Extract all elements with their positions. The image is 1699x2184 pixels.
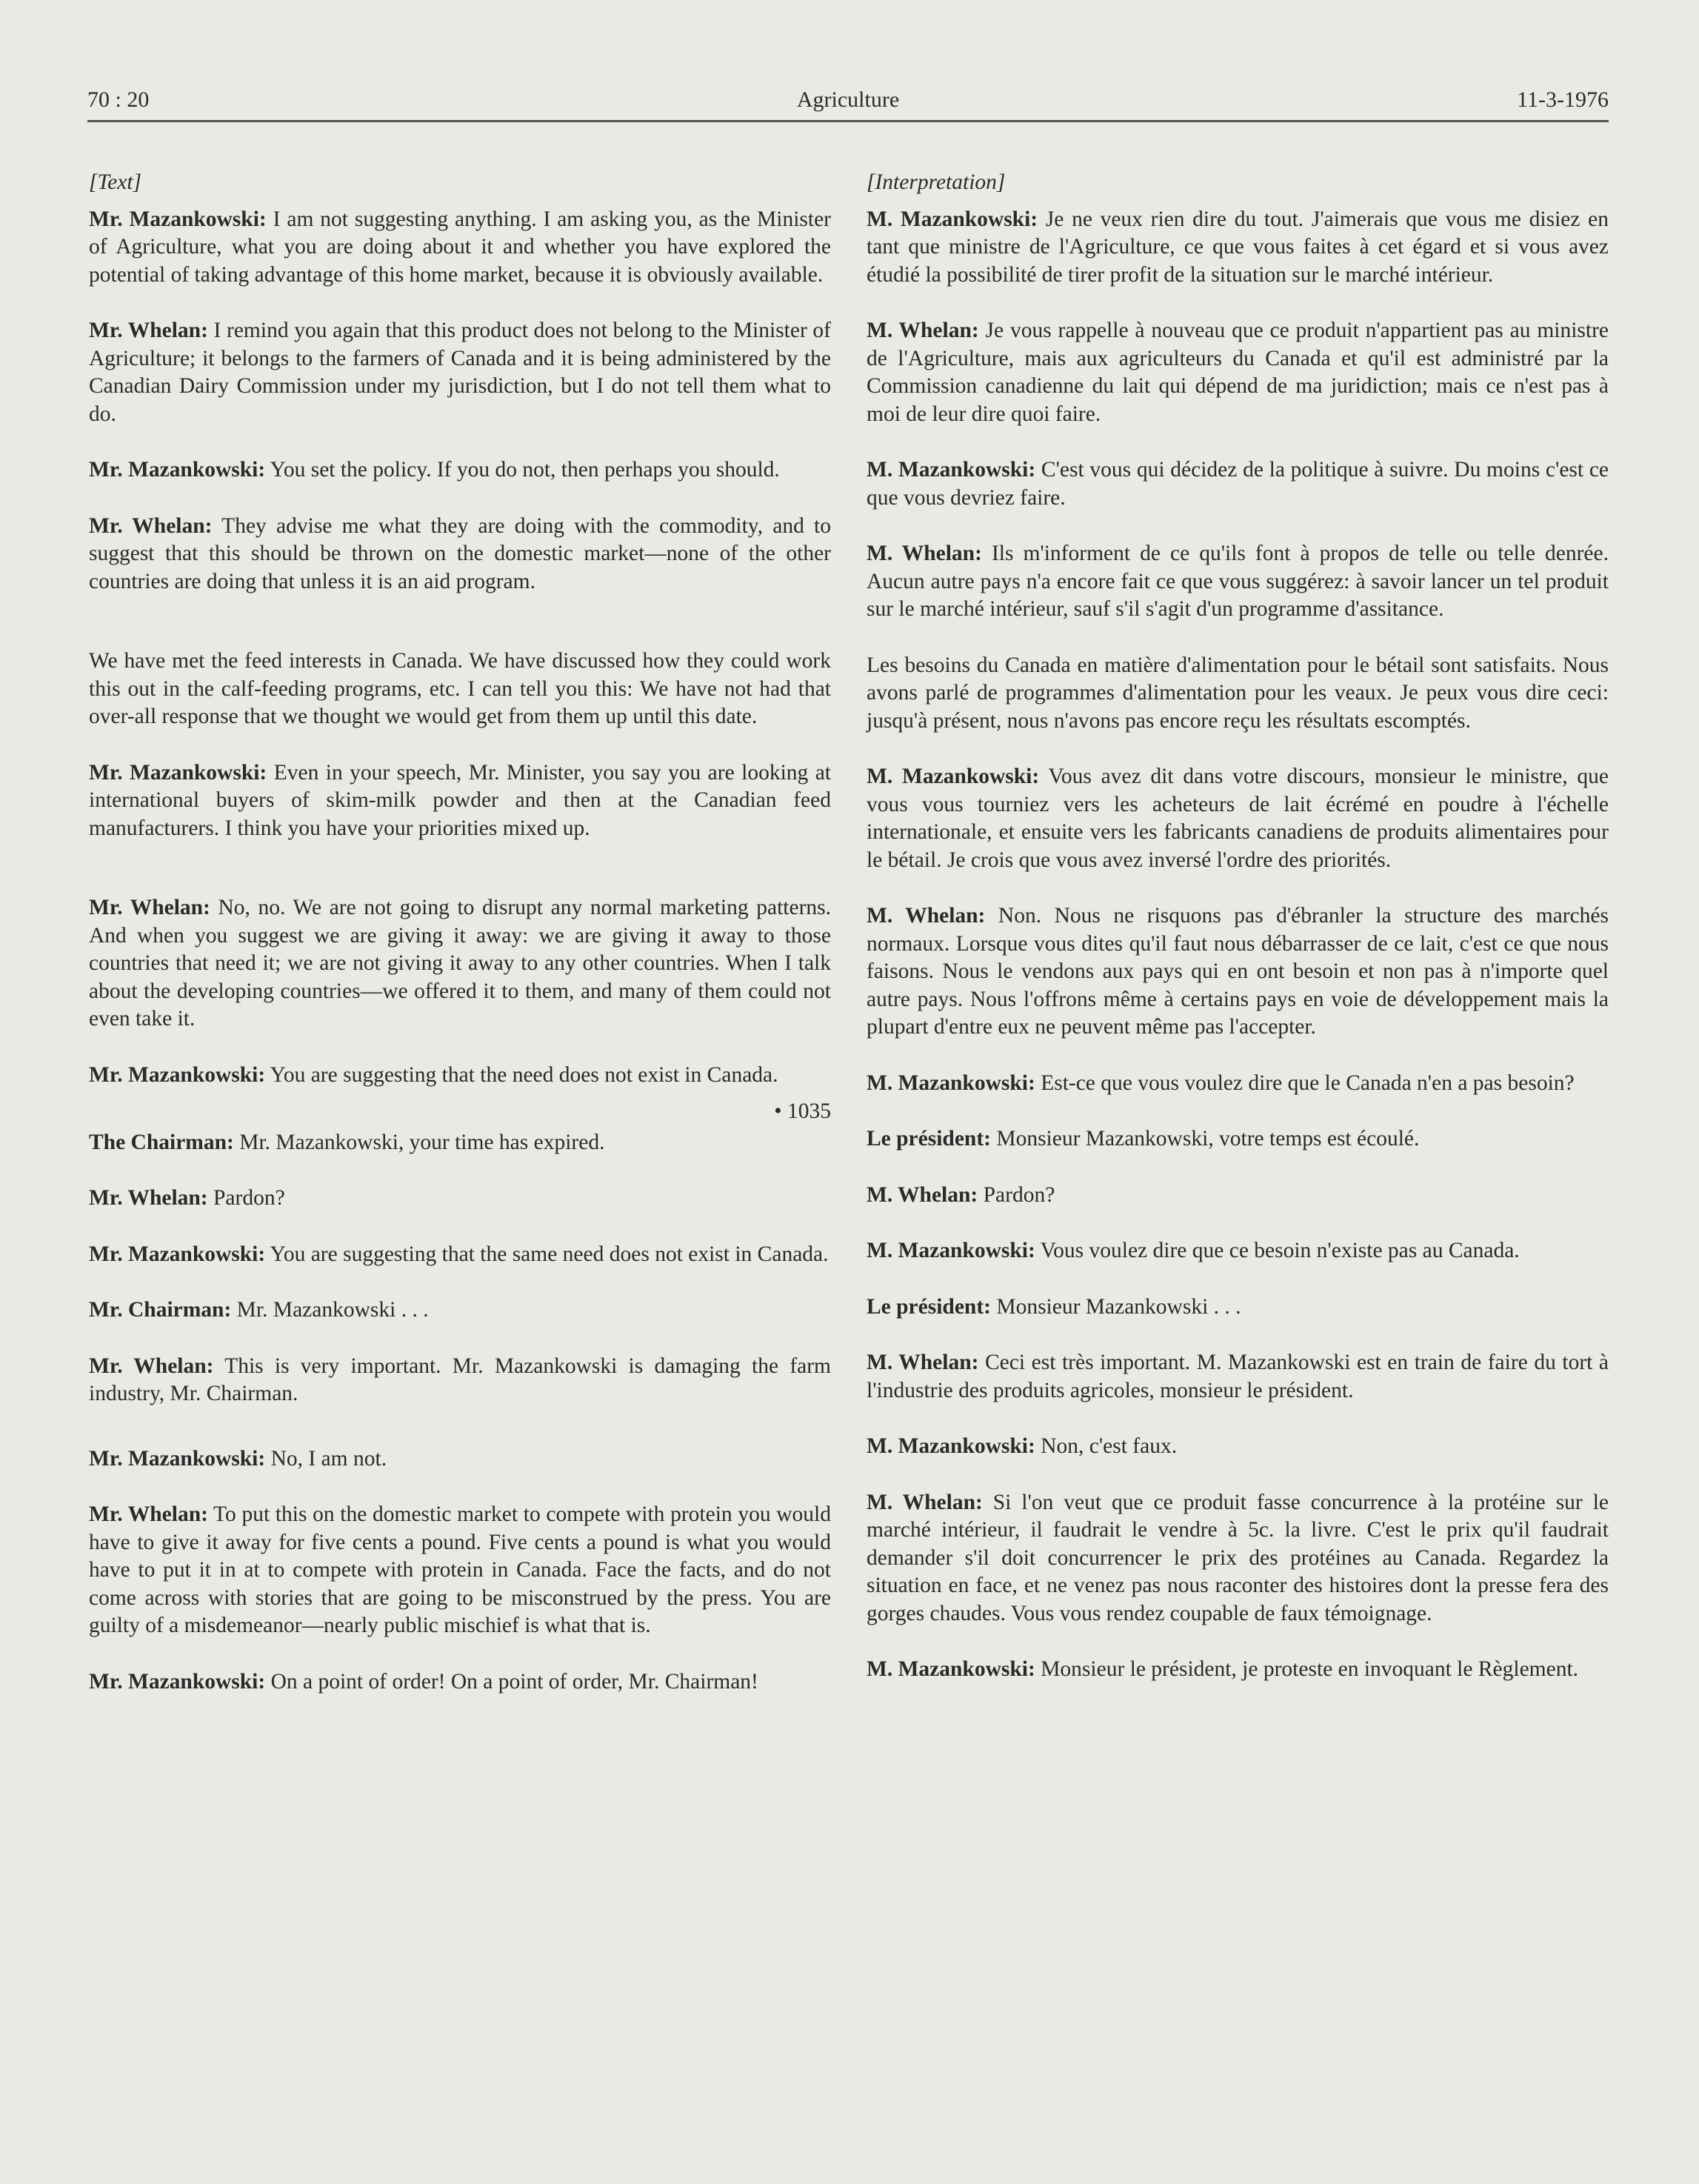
speaker: M. Mazankowski:	[867, 207, 1038, 231]
paragraph	[89, 647, 831, 731]
paragraph	[89, 1668, 831, 1697]
language-label: [Text]	[89, 170, 142, 194]
speech-text: Monsieur le président, je proteste en invoquant le Règlement.	[1035, 1657, 1579, 1681]
speech-text: Pardon?	[207, 1186, 285, 1210]
speech-text: No, I am not.	[265, 1446, 387, 1471]
speech-text: Even in your speech, Mr. Minister, you say you are looking at international buyers of skim-milk powder and then at the Canadian feed manufacturers. I think you have your priorities mixed up.	[89, 760, 831, 840]
speaker: Mr. Mazankowski:	[89, 1669, 266, 1694]
speaker: M. Mazankowski:	[867, 1239, 1035, 1262]
paragraph	[867, 1433, 1609, 1461]
speech-text: Mr. Mazankowski . . .	[231, 1298, 429, 1322]
speaker: Mr. Whelan:	[89, 1186, 208, 1210]
speech-text: No, no. We are not going to disrupt any normal marketing patterns. And when you suggest we are giving it away: we are giving it away to those countries that need it; we are not giving it away to any other countries. When I talk about the developing countries—we offered it to them, and many of them could not even take it.	[89, 896, 831, 1031]
speech-text: To put this on the domestic market to compete with protein you would have to give it away for five cents a pound. Five cents a pound is what you would have to put it in at to compete with protein in Canada. Face the facts, and do not come across with stories that are going to be misconstrued by the press. You are guilty of a misdemeanor—nearly public mischief is what that is.	[89, 1502, 831, 1637]
paragraph	[867, 1489, 1609, 1628]
paragraph	[89, 759, 831, 843]
speech-text: Est-ce que vous voulez dire que le Canada n'en a pas besoin?	[1035, 1071, 1575, 1095]
speaker: Mr. Whelan:	[89, 896, 210, 919]
speech-text: Si l'on veut que ce produit fasse concurrence à la protéine sur le marché intérieur, il faudrait le vendre à 5c. la livre. C'est le prix qu'il faudrait demander s'il doit concurrencer le prix des protéines au Canada. Regardez la situation en face, et ne venez pas nous raconter des histoires dont la presse fera des gorges chaudes. Vous vous rendez coupable de faux témoignage.	[867, 1490, 1609, 1625]
speech-text: We have met the feed interests in Canada. We have discussed how they could work this out in the calf-feeding programs, etc. I can tell you this: We have not had that over-all response that we thought we would get from them up until this date.	[89, 649, 831, 728]
speech-text: C'est vous qui décidez de la politique à suivre. Du moins c'est ce que vous devriez faire.	[867, 458, 1609, 510]
paragraph	[89, 1062, 831, 1090]
paragraph	[89, 894, 831, 1033]
paragraph	[89, 456, 831, 485]
paragraph	[89, 1501, 831, 1640]
speaker: The Chairman:	[89, 1130, 234, 1154]
speaker: Mr. Whelan:	[89, 1502, 208, 1526]
publication-title: Agriculture	[796, 87, 900, 112]
paragraph	[867, 456, 1609, 512]
speaker: Mr. Mazankowski:	[89, 1242, 266, 1266]
speaker: Mr. Mazankowski:	[89, 458, 266, 482]
page-number: 70 : 20	[87, 87, 150, 112]
paragraph	[89, 206, 831, 290]
speaker: M. Mazankowski:	[867, 458, 1036, 482]
speech-text: You are suggesting that the need does not exist in Canada.	[265, 1062, 778, 1087]
speaker: M. Mazankowski:	[867, 765, 1040, 788]
speech-text: Non. Nous ne risquons pas d'ébranler la structure des marchés normaux. Lorsque vous dites qu'il faut nous débarrasser de ce lait, c'est ce que nous faisons. Nous le vendons aux pays qui en ont besoin et non pas à n'importe quel autre pays. Nous l'offrons même à certains pays en voie de développement mais la plupart d'entre eux ne peuvent même pas l'accepter.	[867, 904, 1609, 1039]
speaker: Mr. Whelan:	[89, 1354, 214, 1378]
speaker: M. Mazankowski:	[867, 1657, 1035, 1681]
speaker: Le président:	[867, 1127, 991, 1151]
time-marker: • 1035	[774, 1099, 831, 1123]
speech-text: I am not suggesting anything. I am asking you, as the Minister of Agriculture, what you are doing about it and whether you have explored the potential of taking advantage of this home market, because it is obviously available.	[89, 207, 831, 287]
speech-text: This is very important. Mr. Mazankowski is damaging the farm industry, Mr. Chairman.	[89, 1354, 832, 1405]
speech-text: You set the policy. If you do not, then perhaps you should.	[265, 458, 780, 482]
speech-text: You are suggesting that the same need does not exist in Canada.	[265, 1242, 829, 1266]
speech-text: Je ne veux rien dire du tout. J'aimerais que vous me disiez en tant que ministre de l'Agriculture, ce que vous faites à cet égard et si vous avez étudié la possibilité de tirer profit de la situation sur le marché intérieur.	[867, 207, 1609, 287]
paragraph	[89, 1353, 831, 1408]
paragraph	[89, 513, 831, 596]
speech-text: Ceci est très important. M. Mazankowski est en train de faire du tort à l'industrie des produits agricoles, monsieur le président.	[867, 1351, 1609, 1402]
speaker: M. Whelan:	[867, 1182, 978, 1207]
speaker: M. Whelan:	[867, 1490, 983, 1514]
speech-text: Ils m'informent de ce qu'ils font à propos de telle ou telle denrée. Aucun autre pays n'a encore fait ce que vous suggérez: à savoir lancer un tel produit sur le marché intérieur, sauf s'il s'agit d'un programme d'assitance.	[867, 542, 1609, 621]
speaker: M. Whelan:	[867, 542, 982, 565]
speech-text: On a point of order! On a point of order, Mr. Chairman!	[265, 1669, 758, 1694]
paragraph	[867, 1656, 1609, 1684]
speaker: Mr. Whelan:	[89, 513, 213, 538]
speech-text: Pardon?	[978, 1182, 1055, 1207]
paragraph	[867, 652, 1609, 736]
paragraph	[89, 1296, 831, 1325]
speech-text: Vous avez dit dans votre discours, monsieur le ministre, que vous vous tourniez vers les acheteurs de lait écrémé en poudre à l'échelle internationale, et ensuite vers les fabricants canadiens de produits alimentaires pour le bétail. Je crois que vous avez inversé l'ordre des priorités.	[867, 765, 1609, 872]
publication-date: 11-3-1976	[1517, 87, 1609, 112]
speaker: Mr. Mazankowski:	[89, 207, 267, 231]
speech-text: I remind you again that this product does not belong to the Minister of Agriculture; it belongs to the farmers of Canada and it is being administered by the Canadian Dairy Commission under my jurisdiction, but I do not tell them what to do.	[89, 319, 832, 426]
speech-text: Monsieur Mazankowski, votre temps est écoulé.	[990, 1127, 1420, 1151]
speaker: M. Whelan:	[867, 319, 979, 342]
speech-text: Les besoins du Canada en matière d'alimentation pour le bétail sont satisfaits. Nous avons parlé de programmes d'alimentation pour les veaux. Je peux vous dire ceci: jusqu'à présent, nous n'avons pas encore reçu les résultats escomptés.	[867, 653, 1609, 733]
speaker: M. Whelan:	[867, 904, 986, 928]
speaker: M. Mazankowski:	[867, 1434, 1035, 1458]
speech-text: Monsieur Mazankowski . . .	[990, 1294, 1241, 1319]
paragraph	[867, 1294, 1609, 1322]
speech-text: Mr. Mazankowski, your time has expired.	[233, 1130, 605, 1154]
paragraph	[867, 1349, 1609, 1405]
paragraph	[867, 540, 1609, 624]
paragraph	[89, 1129, 831, 1157]
paragraph	[89, 1185, 831, 1213]
french-column	[867, 169, 1609, 1712]
speaker: Mr. Mazankowski:	[89, 1062, 266, 1087]
paragraph	[867, 1125, 1609, 1153]
paragraph	[867, 763, 1609, 874]
paragraph	[867, 902, 1609, 1042]
paragraph	[89, 1241, 831, 1269]
speaker: Mr. Mazankowski:	[89, 1446, 266, 1471]
paragraph	[867, 206, 1609, 290]
paragraph	[89, 1445, 831, 1474]
speaker: Mr. Mazankowski:	[89, 760, 267, 785]
speech-text: Je vous rappelle à nouveau que ce produit n'appartient pas au ministre de l'Agriculture, mais aux agriculteurs du Canada et qu'il est administré par la Commission canadienne du lait qui dépend de ma juridiction; mais ce n'est pas à moi de leur dire quoi faire.	[867, 319, 1609, 426]
speech-text: They advise me what they are doing with the commodity, and to suggest that this should be thrown on the domestic market—none of the other countries are doing that unless it is an aid program.	[89, 513, 831, 593]
speech-text: Non, c'est faux.	[1035, 1434, 1178, 1458]
speaker: Mr. Whelan:	[89, 319, 208, 342]
speaker: M. Whelan:	[867, 1351, 979, 1374]
speech-text: Vous voulez dire que ce besoin n'existe pas au Canada.	[1035, 1239, 1520, 1262]
running-head	[87, 83, 1609, 122]
language-label: [Interpretation]	[867, 170, 1006, 194]
english-column	[89, 169, 831, 1724]
speaker: M. Mazankowski:	[867, 1071, 1035, 1095]
speaker: Le président:	[867, 1294, 991, 1319]
paragraph	[867, 317, 1609, 428]
paragraph	[89, 317, 831, 428]
paragraph	[867, 1182, 1609, 1210]
paragraph	[867, 1070, 1609, 1098]
speaker: Mr. Chairman:	[89, 1298, 232, 1322]
paragraph	[867, 1237, 1609, 1265]
